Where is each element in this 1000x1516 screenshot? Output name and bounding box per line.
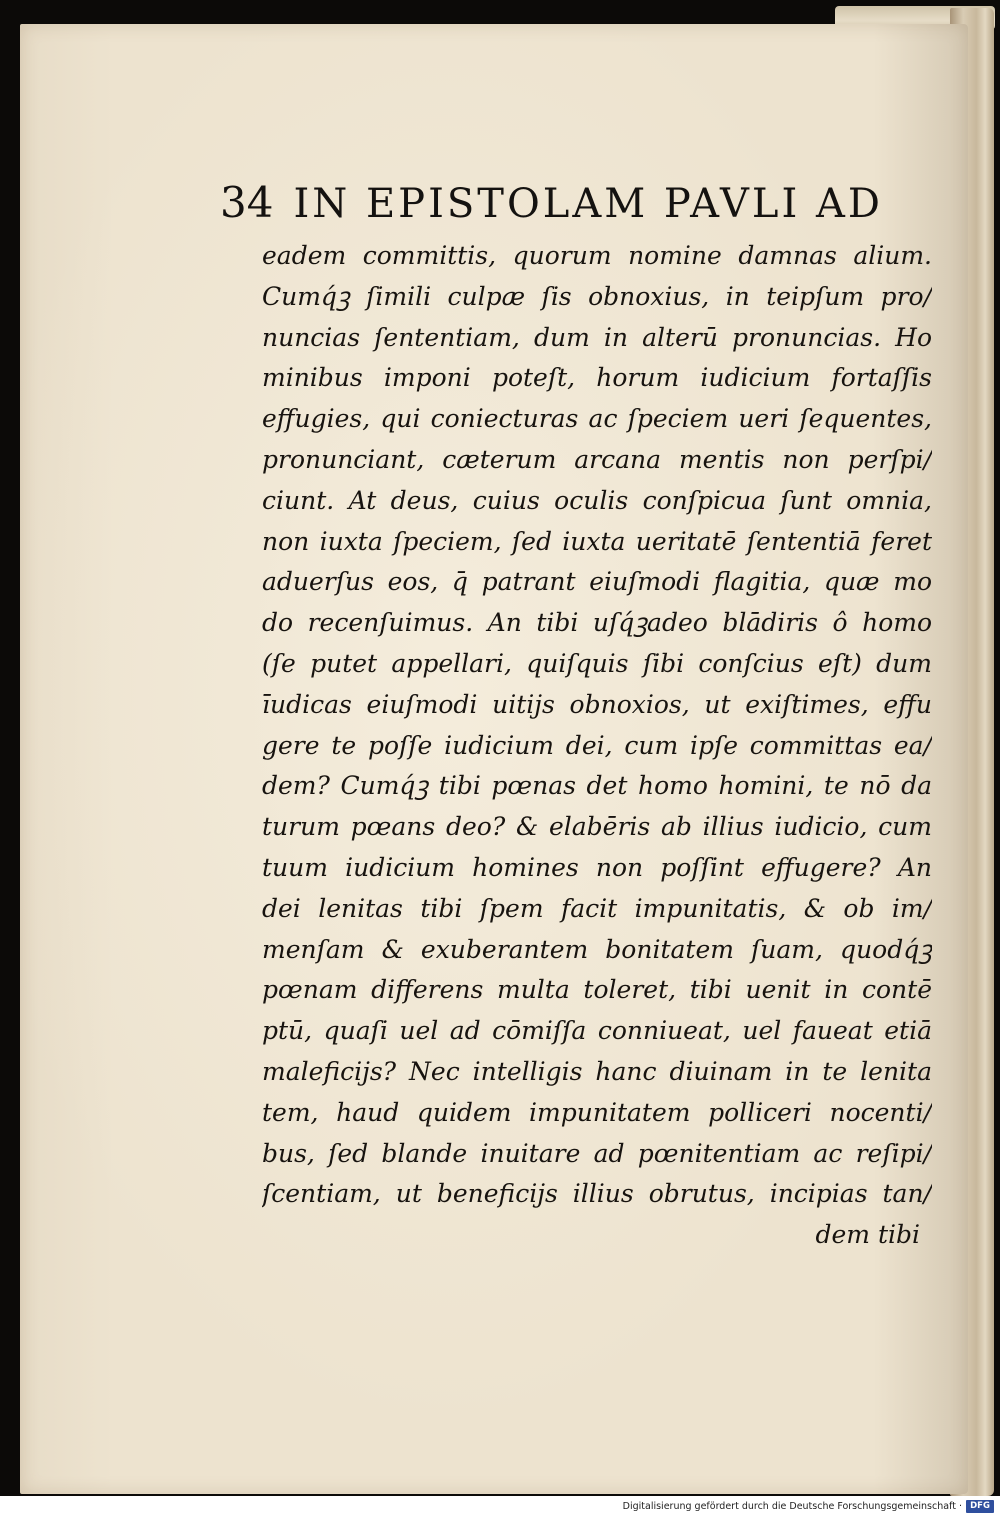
text-line: ciunt. At deus, cuius oculis conſpicua ſunt omnia, <box>262 485 932 515</box>
folio-number: 34 <box>220 178 274 227</box>
text-line: dem? Cumq́ꝫ tibi pœnas det homo homini, te nō da <box>262 771 932 801</box>
text-line: non iuxta ſpeciem, ſed iuxta ueritatē ſententiā feret <box>262 526 932 556</box>
text-line: ptū, quaſi uel ad cōmiſſa conniueat, uel faueat etiā <box>262 1016 932 1046</box>
running-head <box>220 178 920 228</box>
text-line: īudicas eiuſmodi uitijs obnoxios, ut exiſtimes, effu <box>262 689 932 719</box>
text-line: maleficijs? Nec intelligis hanc diuinam in te lenita <box>262 1056 932 1086</box>
funding-credit: Digitalisierung gefördert durch die Deutsche Forschungsgemeinschaft · <box>622 1501 962 1512</box>
text-line: (ſe putet appellari, quiſquis ſibi conſcius eſt) dum <box>262 648 932 678</box>
text-line: tem, haud quidem impunitatem polliceri nocenti/ <box>262 1097 932 1127</box>
body-text <box>262 236 932 1256</box>
text-line: effugies, qui coniecturas ac ſpeciem ueri ſequentes, <box>262 404 932 434</box>
text-line: tuum iudicium homines non poſſint effugere? An <box>262 852 932 882</box>
text-line: turum pœans deo? & elabēris ab illius iudicio, cum <box>262 812 932 842</box>
text-line: dei lenitas tibi ſpem facit impunitatis, & ob im/ <box>262 893 932 923</box>
text-line: pœnam differens multa toleret, tibi uenit in contē <box>262 975 932 1005</box>
dfg-logo-icon: DFG <box>966 1500 994 1513</box>
text-line: bus, ſed blande inuitare ad pœnitentiam ac reſipi/ <box>262 1138 932 1168</box>
running-head-title: IN EPISTOLAM PAVLI AD <box>293 181 883 227</box>
text-line: gere te poſſe iudicium dei, cum ipſe committas ea/ <box>262 730 932 760</box>
text-line: aduerſus eos, q̄ patrant eiuſmodi flagitia, quæ mo <box>262 567 932 597</box>
text-line: do recenſuimus. An tibi uſq́ꝫadeo blādiris ô homo <box>262 608 932 638</box>
text-line: menſam & exuberantem bonitatem ſuam, quodq́ꝫ <box>262 934 932 964</box>
text-line: ſcentiam, ut beneficijs illius obrutus, incipias tan/ <box>262 1179 932 1209</box>
catchword: dem tibi <box>815 1220 920 1250</box>
text-line: nuncias ſententiam, dum in alterū pronuncias. Ho <box>262 322 932 352</box>
text-line: minibus imponi poteſt, horum iudicium fortaſſis <box>262 363 932 393</box>
text-line: Cumq́ꝫ ſimili culpæ ſis obnoxius, in teipſum pro/ <box>262 281 932 311</box>
text-line: eadem committis, quorum nomine damnas alium. <box>262 241 932 270</box>
text-line: pronunciant, cæterum arcana mentis non perſpi/ <box>262 444 932 474</box>
